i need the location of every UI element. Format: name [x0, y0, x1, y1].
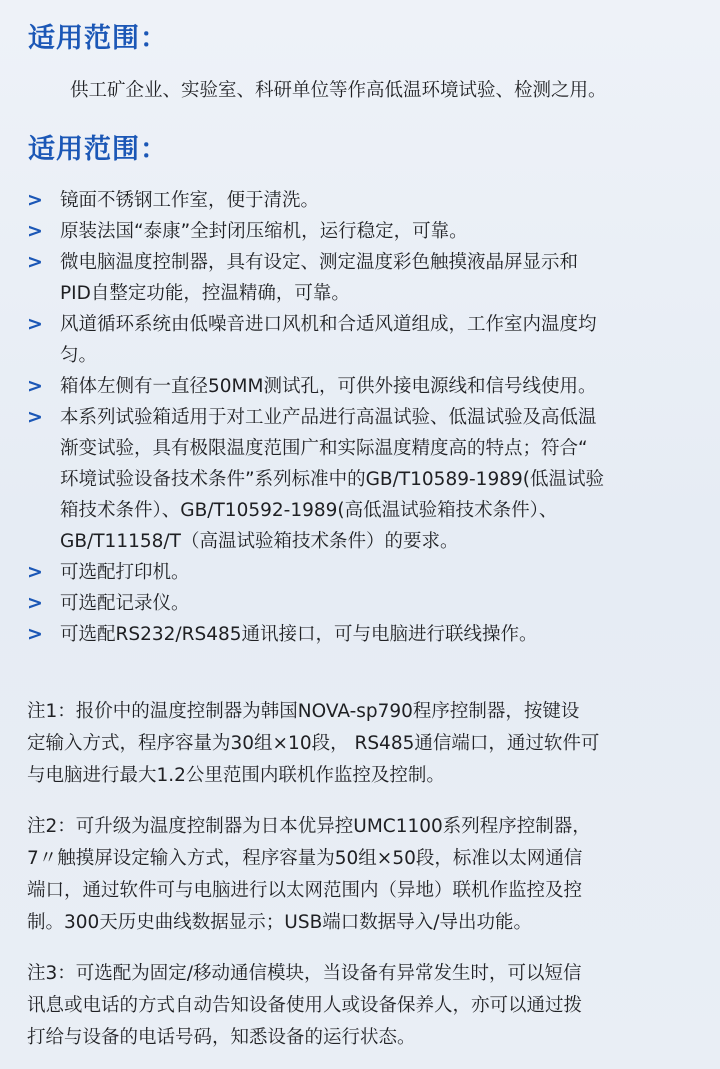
- feature-item: [0, 588, 720, 619]
- note-text-line: 注3：可选配为固定/移动通信模块，当设备有异常发生时，可以短信: [27, 963, 582, 984]
- feature-list: [0, 185, 720, 650]
- chevron-right-icon: >: [27, 623, 43, 645]
- note-text-line: 打给与设备的电话号码，知悉设备的运行状态。: [27, 1027, 416, 1048]
- feature-item: [0, 371, 720, 402]
- feature-text-line: 原装法国“泰康”全封闭压缩机，运行稳定，可靠。: [60, 221, 468, 242]
- feature-item: [0, 247, 720, 309]
- section-heading-scope: 适用范围：: [28, 23, 168, 54]
- note-2: [27, 811, 707, 939]
- feature-text-line: 匀。: [60, 345, 98, 366]
- feature-text-line: PID自整定功能，控温精确，可靠。: [60, 283, 350, 304]
- feature-text-line: 可选配RS232/RS485通讯接口，可与电脑进行联线操作。: [60, 624, 538, 645]
- chevron-right-icon: >: [27, 313, 43, 335]
- note-text-line: 7〃触摸屏设定输入方式，程序容量为50组×50段，标准以太网通信: [27, 848, 583, 869]
- chevron-right-icon: >: [27, 561, 43, 583]
- feature-item: [0, 402, 720, 557]
- note-text-line: 制。300天历史曲线数据显示；USB端口数据导入/导出功能。: [27, 912, 533, 933]
- note-text-line: 端口，通过软件可与电脑进行以太网范围内（异地）联机作监控及控: [27, 880, 583, 901]
- note-3: [27, 958, 707, 1054]
- feature-item: [0, 619, 720, 650]
- feature-item: [0, 185, 720, 216]
- feature-text-line: 箱技术条件）、GB/T10592-1989(高低温试验箱技术条件）、: [60, 500, 558, 521]
- note-text-line: 注1：报价中的温度控制器为韩国NOVA-sp790程序控制器，按键设: [27, 701, 580, 722]
- chevron-right-icon: >: [27, 189, 43, 211]
- chevron-right-icon: >: [27, 220, 43, 242]
- note-1: [27, 696, 707, 792]
- chevron-right-icon: >: [27, 251, 43, 273]
- feature-text-line: 本系列试验箱适用于对工业产品进行高温试验、低温试验及高低温: [60, 407, 597, 428]
- note-text-line: 讯息或电话的方式自动告知设备使用人或设备保养人，亦可以通过拨: [27, 995, 583, 1016]
- feature-text-line: 环境试验设备技术条件”系列标准中的GB/T10589-1989(低温试验: [60, 469, 604, 490]
- chevron-right-icon: >: [27, 375, 43, 397]
- feature-item: [0, 309, 720, 371]
- feature-text-line: 镜面不锈钢工作室，便于清洗。: [60, 190, 320, 211]
- feature-text-line: 渐变试验，具有极限温度范围广和实际温度精度高的特点；符合“: [60, 438, 588, 459]
- feature-text-line: 箱体左侧有一直径50MM测试孔，可供外接电源线和信号线使用。: [60, 376, 597, 397]
- feature-text-line: 微电脑温度控制器，具有设定、测定温度彩色触摸液晶屏显示和: [60, 252, 579, 273]
- note-text-line: 定输入方式，程序容量为30组×10段， RS485通信端口，通过软件可: [27, 733, 600, 754]
- feature-text-line: 可选配打印机。: [60, 562, 190, 583]
- note-text-line: 与电脑进行最大1.2公里范围内联机作监控及控制。: [27, 765, 445, 786]
- chevron-right-icon: >: [27, 406, 43, 428]
- chevron-right-icon: >: [27, 592, 43, 614]
- section-heading-features: 适用范围：: [28, 134, 168, 165]
- note-text-line: 注2：可升级为温度控制器为日本优异控UMC1100系列程序控制器，: [27, 816, 591, 837]
- feature-text-line: 风道循环系统由低噪音进口风机和合适风道组成，工作室内温度均: [60, 314, 597, 335]
- feature-text-line: GB/T11158/T（高温试验箱技术条件）的要求。: [60, 531, 459, 552]
- feature-item: [0, 216, 720, 247]
- feature-text-line: 可选配记录仪。: [60, 593, 190, 614]
- scope-description: 供工矿企业、实验室、科研单位等作高低温环境试验、检测之用。: [70, 80, 607, 101]
- feature-item: [0, 557, 720, 588]
